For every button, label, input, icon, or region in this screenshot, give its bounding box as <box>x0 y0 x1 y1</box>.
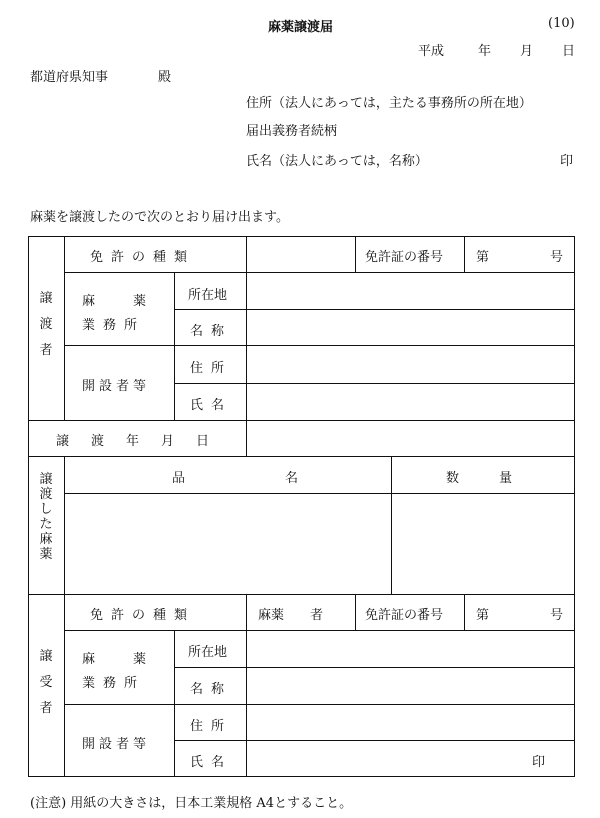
form-number: (10) <box>548 16 575 31</box>
divider <box>64 594 65 777</box>
divider <box>174 309 575 310</box>
form-title: 麻薬譲渡届 <box>268 20 334 35</box>
divider <box>246 236 247 456</box>
transferor-license-no-label: 免許証の番号 <box>365 250 444 265</box>
char: 者 <box>39 343 53 358</box>
char: 譲 <box>39 291 53 306</box>
transferor-license-no-prefix: 第 <box>476 250 490 265</box>
divider <box>64 345 575 346</box>
divider <box>355 594 356 630</box>
char: 譲 <box>39 472 53 487</box>
addressee: 都道府県知事 <box>30 70 109 85</box>
divider <box>174 740 575 741</box>
divider <box>64 272 575 273</box>
transferor-office-label-1: 麻薬 <box>82 294 185 309</box>
divider <box>64 630 575 631</box>
name-label: 氏名（法人にあっては，名称） <box>246 154 428 169</box>
char: 渡 <box>39 487 53 502</box>
transferee-person-name-label: 氏名 <box>190 755 233 770</box>
divider <box>174 667 575 668</box>
transferor-founder-label: 開設者等 <box>82 379 151 394</box>
char: 麻 <box>39 532 53 547</box>
divider <box>28 420 575 421</box>
transferee-section-label <box>36 644 56 722</box>
transferee-seal: 印 <box>532 755 546 770</box>
transfer-date-label: 譲渡年月日 <box>56 434 232 449</box>
date-year: 年 <box>478 44 492 59</box>
date-day: 日 <box>562 44 576 59</box>
transferor-person-name-label: 氏名 <box>190 398 233 413</box>
header-seal: 印 <box>560 154 574 169</box>
transferee-license-no-suffix: 号 <box>550 608 564 623</box>
transferor-location-label: 所在地 <box>188 288 228 303</box>
divider <box>464 236 465 272</box>
transferee-license-no-label: 免許証の番号 <box>365 608 444 623</box>
transferor-license-type-label: 免許の種類 <box>90 250 196 265</box>
role-label: 届出義務者続柄 <box>246 124 338 139</box>
intro-text: 麻薬を譲渡したので次のとおり届け出ます。 <box>30 210 289 225</box>
transferee-founder-label: 開設者等 <box>82 737 151 752</box>
transferee-license-type-label: 免許の種類 <box>90 608 196 623</box>
transferee-office-label-2: 業務所 <box>82 676 146 691</box>
transferor-license-no-suffix: 号 <box>550 250 564 265</box>
divider <box>355 236 356 272</box>
char: た <box>39 517 53 532</box>
quantity-header: 数量 <box>446 471 553 486</box>
char: し <box>39 502 53 517</box>
divider <box>28 594 575 595</box>
date-era: 平成 <box>418 44 445 59</box>
address-label: 住所（法人にあっては，主たる事務所の所在地） <box>246 96 532 111</box>
divider <box>464 594 465 630</box>
date-month: 月 <box>520 44 534 59</box>
transferee-location-label: 所在地 <box>188 645 228 660</box>
product-name-header: 品名 <box>172 471 399 486</box>
char: 渡 <box>39 317 53 332</box>
honorific: 殿 <box>158 70 172 85</box>
transferee-office-label-1: 麻薬 <box>82 652 185 667</box>
transferor-office-label-2: 業務所 <box>82 318 146 333</box>
divider <box>246 594 247 777</box>
transferee-license-type-value: 麻薬 者 <box>258 608 324 623</box>
transferor-section-label <box>36 286 56 364</box>
divider <box>64 236 65 421</box>
divider <box>174 383 575 384</box>
transferor-name-label: 名称 <box>190 324 233 339</box>
transferee-license-no-prefix: 第 <box>476 608 490 623</box>
char: 譲 <box>39 649 53 664</box>
divider <box>28 456 575 457</box>
transferee-address-label: 住所 <box>190 719 233 734</box>
footnote: (注意) 用紙の大きさは，日本工業規格 A4とすること。 <box>30 796 353 811</box>
divider <box>64 493 575 494</box>
char: 薬 <box>39 547 53 562</box>
char: 受 <box>39 675 53 690</box>
transferee-name-label: 名称 <box>190 682 233 697</box>
char: 者 <box>39 701 53 716</box>
divider <box>64 456 65 594</box>
drugs-section-label <box>36 472 56 562</box>
divider <box>64 704 575 705</box>
transferor-address-label: 住所 <box>190 361 233 376</box>
